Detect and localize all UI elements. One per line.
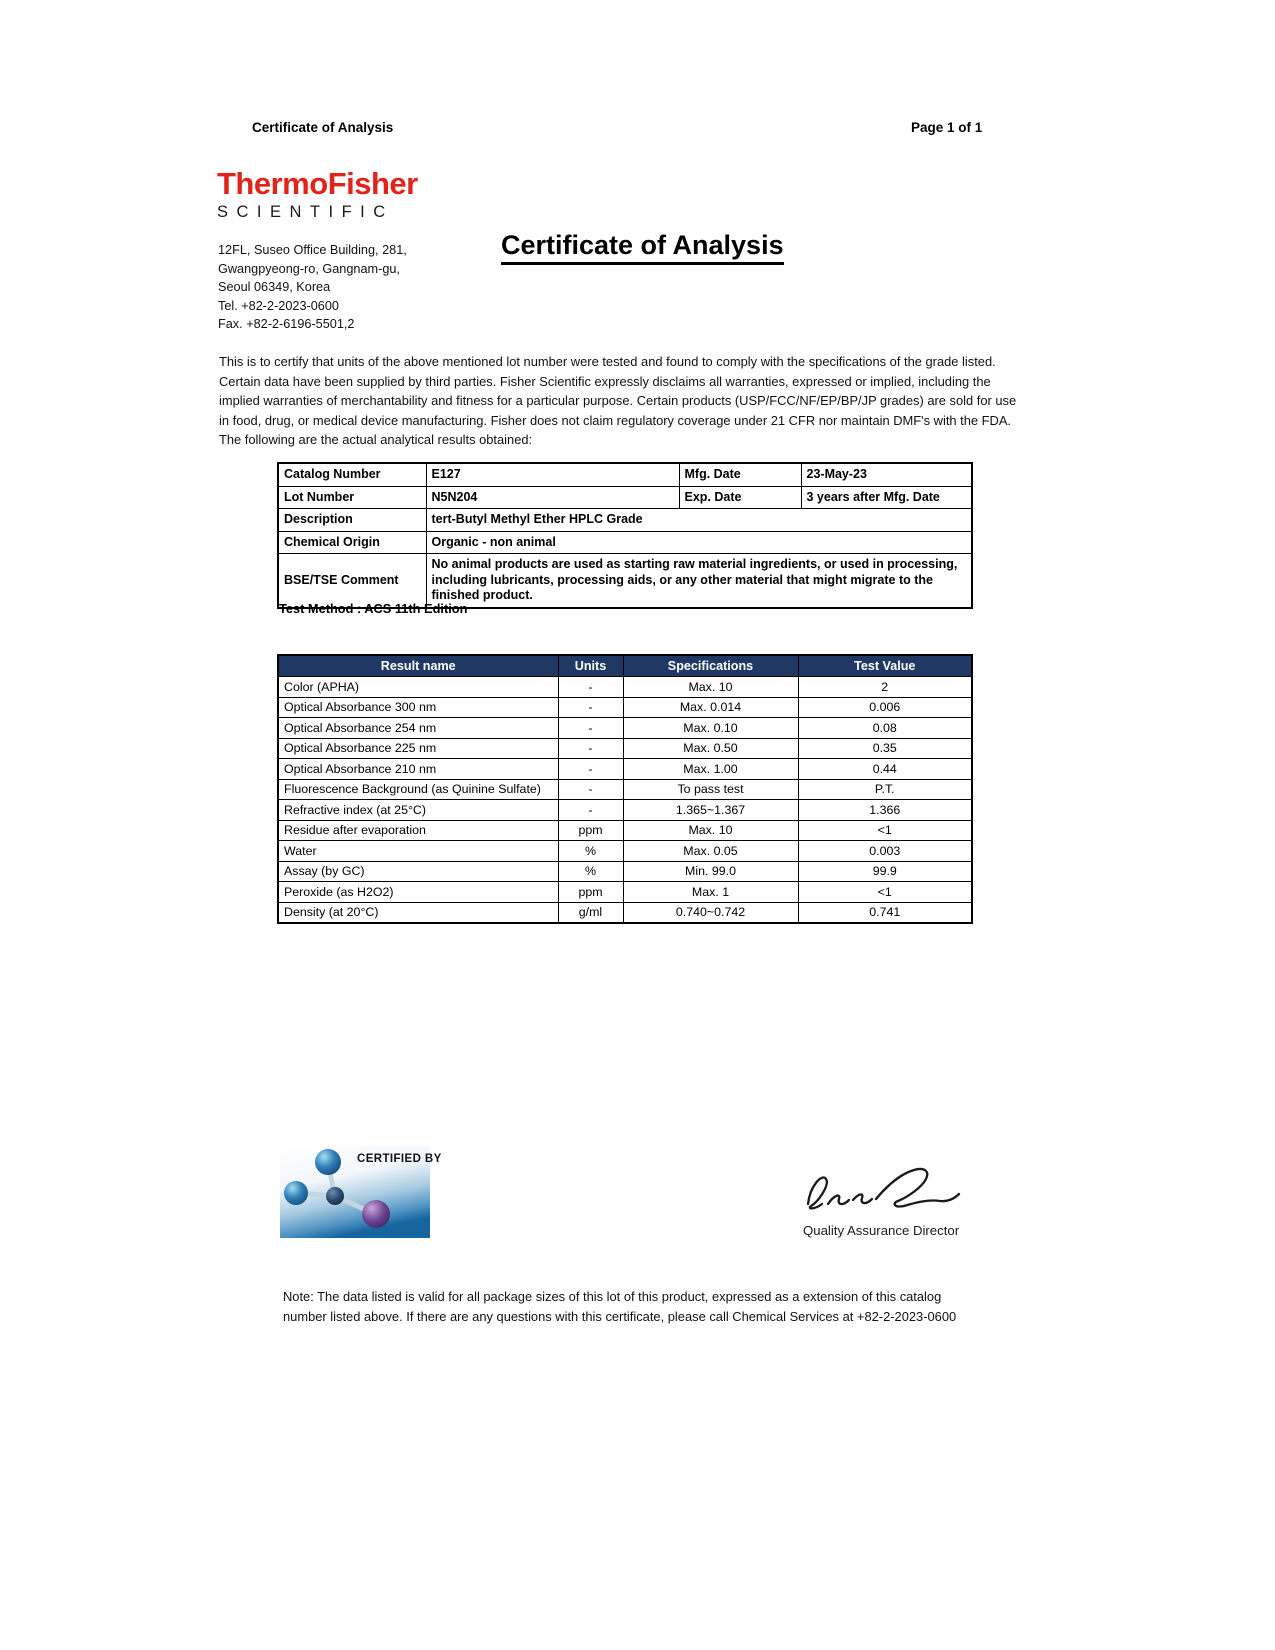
exp-date-label: Exp. Date: [679, 486, 801, 509]
logo-wordmark: ThermoFisher: [217, 166, 418, 201]
result-cell: 0.741: [798, 902, 972, 923]
header-doc-title: Certificate of Analysis: [252, 120, 394, 135]
result-cell: Min. 99.0: [623, 861, 798, 882]
result-cell: %: [558, 841, 623, 862]
result-cell: Max. 1: [623, 882, 798, 903]
mfg-date-label: Mfg. Date: [679, 463, 801, 486]
info-row: [278, 463, 972, 486]
result-cell: g/ml: [558, 902, 623, 923]
results-header-row: [278, 655, 972, 677]
result-cell: Optical Absorbance 210 nm: [278, 759, 558, 780]
info-row: [278, 486, 972, 509]
result-cell: -: [558, 738, 623, 759]
lot-number-label: Lot Number: [278, 486, 426, 509]
result-cell: 1.365~1.367: [623, 800, 798, 821]
page-title: Certificate of Analysis: [501, 230, 784, 265]
result-cell: 0.35: [798, 738, 972, 759]
chemical-origin-label: Chemical Origin: [278, 531, 426, 554]
results-header-test-value: Test Value: [798, 655, 972, 677]
mfg-date-value: 23-May-23: [801, 463, 972, 486]
results-table: [277, 654, 973, 924]
address-line: Gwangpyeong-ro, Gangnam-gu,: [218, 261, 400, 276]
info-row: [278, 531, 972, 554]
result-row: [278, 820, 972, 841]
result-row: [278, 697, 972, 718]
result-cell: Peroxide (as H2O2): [278, 882, 558, 903]
result-row: [278, 882, 972, 903]
result-cell: 1.366: [798, 800, 972, 821]
result-cell: 0.006: [798, 697, 972, 718]
description-value: tert-Butyl Methyl Ether HPLC Grade: [426, 509, 972, 532]
result-cell: Water: [278, 841, 558, 862]
result-cell: -: [558, 779, 623, 800]
result-row: [278, 841, 972, 862]
thermofisher-logo: [217, 168, 418, 222]
certified-by-label: CERTIFIED BY: [357, 1153, 442, 1165]
exp-date-value: 3 years after Mfg. Date: [801, 486, 972, 509]
results-header-units: Units: [558, 655, 623, 677]
result-cell: 0.44: [798, 759, 972, 780]
result-cell: ppm: [558, 882, 623, 903]
bse-tse-label: BSE/TSE Comment: [278, 554, 426, 608]
catalog-number-label: Catalog Number: [278, 463, 426, 486]
result-cell: 0.740~0.742: [623, 902, 798, 923]
result-row: [278, 902, 972, 923]
result-cell: Assay (by GC): [278, 861, 558, 882]
test-method: Test Method : ACS 11th Edition: [279, 601, 468, 616]
certification-paragraph: This is to certify that units of the above mentioned lot number were tested and found to comply with the specifications of the grade listed. Certain data have been supplied by third parties. Fisher Scientific expressly disclaims all warranties, expressed or implied, including the implied warranties of merchantability and fitness for a particular purpose. Certain products (USP/FCC/NF/EP/BP/JP grades) are sold for use in food, drug, or medical device manufacturing. Fisher does not claim regulatory coverage under 21 CFR nor maintain DMF's with the FDA. The following are the actual analytical results obtained:: [219, 354, 1017, 448]
bse-tse-comment: No animal products are used as starting raw material ingredients, or used in processing, including lubricants, processing aids, or any other material that might migrate to the finished product.: [426, 554, 972, 608]
result-cell: 2: [798, 677, 972, 698]
description-label: Description: [278, 509, 426, 532]
result-cell: Max. 1.00: [623, 759, 798, 780]
result-cell: Optical Absorbance 225 nm: [278, 738, 558, 759]
page-number: Page 1 of 1: [911, 120, 983, 135]
result-cell: Residue after evaporation: [278, 820, 558, 841]
signature-scribble: [798, 1164, 968, 1218]
results-header-result-name: Result name: [278, 655, 558, 677]
catalog-number-value: E127: [426, 463, 679, 486]
address-line: Fax. +82-2-6196-5501,2: [218, 317, 355, 332]
result-cell: -: [558, 697, 623, 718]
results-header-specifications: Specifications: [623, 655, 798, 677]
result-row: [278, 861, 972, 882]
result-cell: Density (at 20°C): [278, 902, 558, 923]
result-cell: 0.003: [798, 841, 972, 862]
info-row: [278, 554, 972, 608]
result-row: [278, 738, 972, 759]
result-cell: 99.9: [798, 861, 972, 882]
result-cell: -: [558, 759, 623, 780]
result-cell: -: [558, 677, 623, 698]
company-address: [218, 241, 407, 334]
address-line: 12FL, Suseo Office Building, 281,: [218, 243, 407, 257]
address-line: Seoul 06349, Korea: [218, 280, 331, 295]
result-cell: %: [558, 861, 623, 882]
result-cell: 0.08: [798, 718, 972, 739]
signer-title: Quality Assurance Director: [803, 1223, 960, 1238]
result-cell: Max. 0.10: [623, 718, 798, 739]
result-cell: Max. 0.05: [623, 841, 798, 862]
result-cell: Max. 0.014: [623, 697, 798, 718]
result-row: [278, 677, 972, 698]
result-row: [278, 718, 972, 739]
footer-note: Note: The data listed is valid for all package sizes of this lot of this product, expressed as a extension of this catalog number listed above. If there are any questions with this certificate, please call Chemical Services at +82-2-2023-0600: [283, 1289, 957, 1324]
result-row: [278, 779, 972, 800]
result-cell: Fluorescence Background (as Quinine Sulfate): [278, 779, 558, 800]
result-cell: -: [558, 718, 623, 739]
result-cell: <1: [798, 820, 972, 841]
result-cell: Max. 0.50: [623, 738, 798, 759]
result-cell: To pass test: [623, 779, 798, 800]
info-row: [278, 509, 972, 532]
result-cell: -: [558, 800, 623, 821]
result-cell: Refractive index (at 25°C): [278, 800, 558, 821]
result-cell: Optical Absorbance 254 nm: [278, 718, 558, 739]
lot-number-value: N5N204: [426, 486, 679, 509]
result-cell: Color (APHA): [278, 677, 558, 698]
logo-scientific: SCIENTIFIC: [217, 202, 394, 221]
result-cell: Optical Absorbance 300 nm: [278, 697, 558, 718]
product-info-table: [277, 462, 973, 609]
result-row: [278, 800, 972, 821]
address-line: Tel. +82-2-2023-0600: [218, 298, 339, 313]
result-cell: Max. 10: [623, 820, 798, 841]
result-cell: ppm: [558, 820, 623, 841]
result-cell: P.T.: [798, 779, 972, 800]
result-cell: <1: [798, 882, 972, 903]
result-cell: Max. 10: [623, 677, 798, 698]
result-row: [278, 759, 972, 780]
chemical-origin-value: Organic - non animal: [426, 531, 972, 554]
